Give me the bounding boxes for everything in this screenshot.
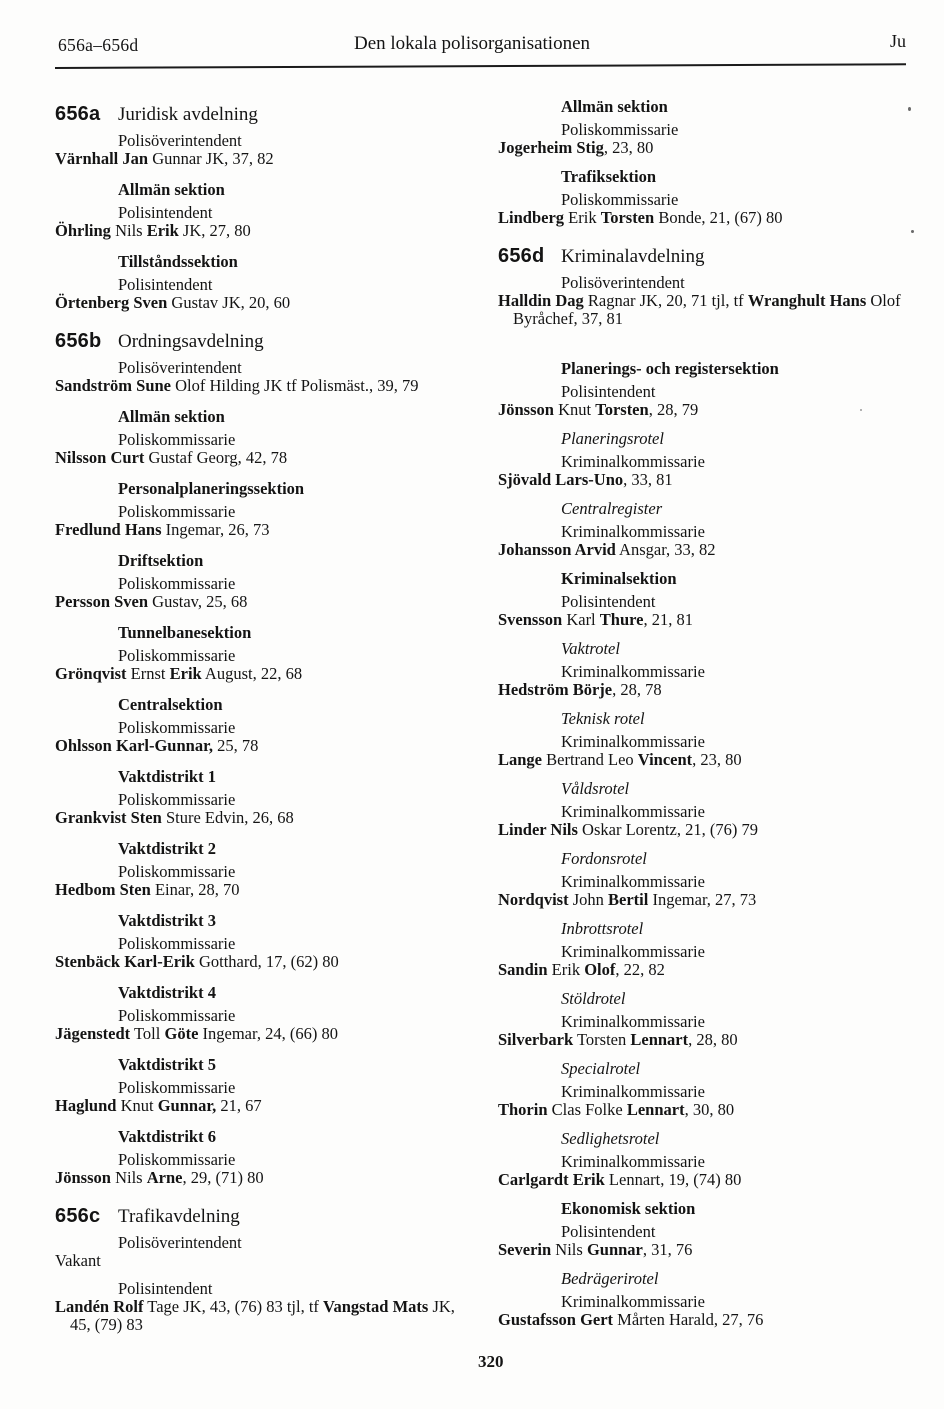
person-entry: [55, 1169, 475, 1187]
header-department-code: Ju: [889, 31, 906, 51]
role-title: Poliskommissarie: [118, 862, 236, 881]
person-name-segment: Gunnar,: [157, 1096, 217, 1115]
person-name-segment: Erik: [564, 208, 601, 227]
person-name-segment: Värnhall Jan: [55, 149, 149, 168]
role-title: Poliskommissarie: [118, 718, 236, 737]
role-title: Poliskommissarie: [118, 934, 236, 953]
person-name-segment: Örtenberg Sven: [55, 293, 168, 312]
person-name-segment: Jägenstedt: [55, 1024, 131, 1043]
column-left: [55, 103, 475, 1334]
person-entry: [498, 1101, 926, 1119]
section-number: 656c: [55, 1205, 101, 1227]
role-title: Polisöverintendent: [118, 131, 242, 150]
header-rule: [55, 63, 906, 69]
person-entry: [498, 611, 926, 629]
column-right: [498, 98, 926, 1329]
person-name-segment: John: [568, 890, 609, 909]
person-name-segment: Ohlsson Karl-Gunnar,: [55, 736, 214, 755]
role-title: Kriminalkommissarie: [561, 942, 705, 961]
subsection-heading: Allmän sektion: [118, 180, 225, 199]
person-name-segment: August, 22, 68: [201, 664, 303, 683]
person-name-segment: , 22, 82: [615, 960, 665, 979]
subsection-heading: Sedlighetsrotel: [561, 1129, 660, 1148]
person-name-segment: Ingemar, 26, 73: [161, 520, 270, 539]
person-name-segment: , 23, 80: [603, 138, 654, 157]
person-entry: [498, 541, 926, 559]
role-title: Kriminalkommissarie: [561, 872, 705, 891]
person-entry: [55, 222, 475, 240]
person-entry: [498, 1171, 926, 1189]
person-name-segment: Grönqvist: [55, 664, 127, 683]
subsection-heading: Driftsektion: [118, 551, 204, 570]
person-name-segment: Lindberg: [498, 208, 565, 227]
person-name-segment: Arne: [146, 1168, 183, 1187]
subsection-heading: Planeringsrotel: [561, 429, 664, 448]
person-name-segment: Carlgardt Erik: [498, 1170, 605, 1189]
role-title: Polisintendent: [561, 592, 656, 611]
role-title: Polisöverintendent: [118, 358, 242, 377]
person-entry: [55, 150, 475, 168]
person-name-segment: Gustav, 25, 68: [148, 592, 248, 611]
section-title: Juridisk avdelning: [118, 104, 258, 125]
subsection-heading: Kriminalsektion: [561, 569, 677, 588]
person-name-segment: Gustav JK, 20, 60: [167, 293, 291, 312]
person-name-segment: Erik: [169, 664, 202, 683]
person-name-segment: Olof: [584, 960, 616, 979]
person-name-segment: Ingemar, 24, (66) 80: [198, 1024, 338, 1043]
person-name-segment: Nilsson Curt: [55, 448, 145, 467]
role-title: Poliskommissarie: [118, 790, 236, 809]
subsection-heading: Tunnelbanesektion: [118, 623, 252, 642]
person-name-segment: Sandin: [498, 960, 548, 979]
person-entry: [55, 294, 475, 312]
person-name-segment: Svensson: [498, 610, 563, 629]
person-entry: [55, 1097, 475, 1115]
person-name-segment: Bertrand Leo: [542, 750, 638, 769]
person-name-segment: Grankvist Sten: [55, 808, 162, 827]
role-title: Polisöverintendent: [561, 273, 685, 292]
person-entry: [55, 953, 475, 971]
role-title: Polisintendent: [118, 203, 213, 222]
person-name-segment: Halldin Dag: [498, 291, 584, 310]
subsection-heading: Trafiksektion: [561, 167, 657, 186]
person-entry: [55, 1298, 475, 1334]
person-name-segment: Nils: [110, 221, 147, 240]
person-entry: [498, 139, 926, 157]
person-entry: [498, 751, 926, 769]
person-entry: [55, 881, 475, 899]
role-title: Poliskommissarie: [118, 1150, 236, 1169]
role-title: Kriminalkommissarie: [561, 732, 705, 751]
person-entry: [498, 1311, 926, 1329]
header-section-range: 656a–656d: [58, 35, 139, 55]
subsection-heading: Vaktdistrikt 1: [118, 767, 216, 786]
person-entry: [55, 449, 475, 467]
subsection-heading: Vaktrotel: [561, 639, 620, 658]
person-name-segment: Olof Hilding JK tf Polismäst., 39, 79: [171, 376, 419, 395]
section-number: 656b: [55, 330, 102, 352]
subsection-heading: Teknisk rotel: [561, 709, 645, 728]
person-name-segment: Torsten: [573, 1030, 631, 1049]
person-name-segment: Hedström Börje: [498, 680, 613, 699]
scan-speck: [908, 107, 911, 111]
section-title: Kriminalavdelning: [561, 246, 705, 267]
person-name-segment: Gustaf Georg, 42, 78: [144, 448, 288, 467]
person-name-segment: Nordqvist: [498, 890, 569, 909]
person-name-segment: Mårten Harald, 27, 76: [613, 1310, 764, 1329]
role-title: Polisintendent: [118, 1279, 213, 1298]
person-name-segment: Fredlund Hans: [55, 520, 162, 539]
person-name-segment: , 30, 80: [684, 1100, 735, 1119]
person-name-segment: Wranghult Hans: [747, 291, 867, 310]
person-name-segment: Vangstad Mats: [323, 1297, 429, 1316]
role-title: Polisintendent: [118, 275, 213, 294]
person-name-segment: Johansson Arvid: [498, 540, 616, 559]
person-name-segment: Nils: [110, 1168, 147, 1187]
person-entry: [498, 1031, 926, 1049]
person-name-segment: Gunnar JK, 37, 82: [148, 149, 274, 168]
person-name-segment: Clas Folke: [547, 1100, 627, 1119]
person-name-segment: Bertil: [608, 890, 649, 909]
role-title: Polisintendent: [561, 382, 656, 401]
role-title: Polisintendent: [561, 1222, 656, 1241]
role-title: Kriminalkommissarie: [561, 1152, 705, 1171]
role-title: Poliskommissarie: [118, 1006, 236, 1025]
role-title: Kriminalkommissarie: [561, 802, 705, 821]
page-number: 320: [478, 1352, 504, 1371]
person-name-segment: Gotthard, 17, (62) 80: [194, 952, 339, 971]
person-name-segment: , 28, 79: [648, 400, 699, 419]
role-title: Poliskommissarie: [561, 120, 679, 139]
person-entry: [498, 891, 926, 909]
section-header-656d: [498, 245, 926, 268]
section-number: 656a: [55, 103, 101, 125]
person-name-segment: 21, 67: [216, 1096, 262, 1115]
person-name-segment: Olof Byråchef, 37, 81: [513, 291, 901, 328]
person-name-segment: , 28, 80: [688, 1030, 738, 1049]
role-title: Kriminalkommissarie: [561, 522, 705, 541]
person-name-segment: Ragnar JK, 20, 71 tjl, tf: [583, 291, 748, 310]
person-entry: [55, 593, 475, 611]
section-title: Ordningsavdelning: [118, 331, 264, 352]
person-name-segment: Lennart: [626, 1100, 685, 1119]
person-entry: [55, 377, 475, 395]
section-title: Trafikavdelning: [118, 1206, 240, 1227]
role-title: Poliskommissarie: [118, 646, 236, 665]
person-name-segment: Toll: [130, 1024, 165, 1043]
person-name-segment: Lennart: [630, 1030, 689, 1049]
person-name-segment: Ernst: [126, 664, 170, 683]
subsection-heading: Allmän sektion: [118, 407, 225, 426]
person-name-segment: Lennart, 19, (74) 80: [604, 1170, 742, 1189]
person-entry: [498, 209, 926, 227]
person-name-segment: Persson Sven: [55, 592, 149, 611]
person-name-segment: Gunnar: [586, 1240, 643, 1259]
role-title: Poliskommissarie: [118, 574, 236, 593]
person-name-segment: Lange: [498, 750, 543, 769]
role-title: Poliskommissarie: [118, 1078, 236, 1097]
scan-speck: [911, 230, 914, 233]
person-name-segment: Landén Rolf: [55, 1297, 144, 1316]
person-name-segment: Bonde, 21, (67) 80: [654, 208, 783, 227]
subsection-heading: Stöldrotel: [561, 989, 626, 1008]
person-name-segment: Göte: [164, 1024, 199, 1043]
person-entry: [498, 681, 926, 699]
subsection-heading: Fordonsrotel: [561, 849, 647, 868]
person-name-segment: Jogerheim Stig: [498, 138, 604, 157]
person-name-segment: , 31, 76: [642, 1240, 693, 1259]
person-name-segment: Haglund: [55, 1096, 117, 1115]
person-name-segment: Jönsson: [55, 1168, 111, 1187]
role-title: Kriminalkommissarie: [561, 662, 705, 681]
subsection-heading: Vaktdistrikt 2: [118, 839, 216, 858]
vacant-entry: Vakant: [55, 1251, 101, 1270]
person-name-segment: Ingemar, 27, 73: [648, 890, 757, 909]
person-name-segment: Ansgar, 33, 82: [615, 540, 716, 559]
person-name-segment: Erik: [146, 221, 179, 240]
person-name-segment: Silverbark: [498, 1030, 574, 1049]
role-title: Polisöverintendent: [118, 1233, 242, 1252]
person-name-segment: Vincent: [637, 750, 693, 769]
person-name-segment: , 21, 81: [643, 610, 693, 629]
person-name-segment: Torsten: [600, 208, 655, 227]
section-header-656c: [55, 1205, 475, 1228]
person-entry: [498, 292, 926, 328]
subsection-heading: Ekonomisk sektion: [561, 1199, 696, 1218]
role-title: Poliskommissarie: [118, 430, 236, 449]
person-name-segment: Torsten: [595, 400, 649, 419]
person-entry: [498, 471, 926, 489]
page-header-title: Den lokala polisorganisationen: [353, 33, 591, 54]
subsection-heading: Planerings- och registersektion: [561, 359, 779, 378]
person-name-segment: Einar, 28, 70: [150, 880, 240, 899]
person-name-segment: Knut: [116, 1096, 158, 1115]
person-name-segment: , 23, 80: [692, 750, 742, 769]
subsection-heading: Centralregister: [561, 499, 663, 518]
person-entry: [498, 961, 926, 979]
person-name-segment: Sjövald Lars-Uno: [498, 470, 624, 489]
person-name-segment: Sture Edvin, 26, 68: [161, 808, 294, 827]
subsection-heading: Vaktdistrikt 4: [118, 983, 216, 1002]
person-name-segment: Erik: [547, 960, 585, 979]
subsection-heading: Vaktdistrikt 3: [118, 911, 216, 930]
role-title: Kriminalkommissarie: [561, 452, 705, 471]
person-name-segment: Tage JK, 43, (76) 83 tjl, tf: [143, 1297, 324, 1316]
person-name-segment: , 29, (71) 80: [182, 1168, 264, 1187]
person-entry: [55, 521, 475, 539]
person-name-segment: Sandström Sune: [55, 376, 171, 395]
subsection-heading: Specialrotel: [561, 1059, 641, 1078]
subsection-heading: Personalplaneringssektion: [118, 479, 305, 498]
role-title: Poliskommissarie: [561, 190, 679, 209]
person-name-segment: Jönsson: [498, 400, 554, 419]
person-name-segment: Thorin: [498, 1100, 548, 1119]
person-name-segment: Stenbäck Karl-Erik: [55, 952, 195, 971]
person-entry: [55, 737, 475, 755]
subsection-heading: Bedrägerirotel: [561, 1269, 659, 1288]
person-name-segment: Severin: [498, 1240, 552, 1259]
person-name-segment: Gustafsson Gert: [498, 1310, 614, 1329]
person-name-segment: Nils: [551, 1240, 587, 1259]
role-title: Kriminalkommissarie: [561, 1082, 705, 1101]
person-entry: [498, 821, 926, 839]
person-name-segment: JK, 27, 80: [178, 221, 251, 240]
person-entry: [498, 1241, 926, 1259]
person-entry: [55, 1025, 475, 1043]
section-header-656a: [55, 103, 475, 126]
section-header-656b: [55, 330, 475, 353]
subsection-heading: Våldsrotel: [561, 779, 630, 798]
person-name-segment: 25, 78: [213, 736, 259, 755]
scan-speck: [860, 409, 862, 411]
subsection-heading: Allmän sektion: [561, 97, 668, 116]
person-name-segment: Knut: [553, 400, 596, 419]
person-name-segment: JK, 45, (79) 83: [70, 1297, 455, 1334]
person-name-segment: Oskar Lorentz, 21, (76) 79: [577, 820, 758, 839]
role-title: Kriminalkommissarie: [561, 1012, 705, 1031]
role-title: Kriminalkommissarie: [561, 1292, 705, 1311]
person-name-segment: Hedbom Sten: [55, 880, 151, 899]
subsection-heading: Centralsektion: [118, 695, 223, 714]
subsection-heading: Vaktdistrikt 5: [118, 1055, 216, 1074]
person-entry: [55, 809, 475, 827]
person-name-segment: Thure: [599, 610, 644, 629]
section-number: 656d: [498, 245, 545, 267]
person-name-segment: , 28, 78: [612, 680, 662, 699]
subsection-heading: Tillståndssektion: [118, 252, 238, 271]
person-name-segment: Linder Nils: [498, 820, 578, 839]
person-entry: [55, 665, 475, 683]
person-name-segment: Öhrling: [55, 221, 111, 240]
role-title: Poliskommissarie: [118, 502, 236, 521]
subsection-heading: Inbrottsrotel: [561, 919, 644, 938]
person-name-segment: , 33, 81: [623, 470, 673, 489]
subsection-heading: Vaktdistrikt 6: [118, 1127, 216, 1146]
person-name-segment: Karl: [562, 610, 600, 629]
